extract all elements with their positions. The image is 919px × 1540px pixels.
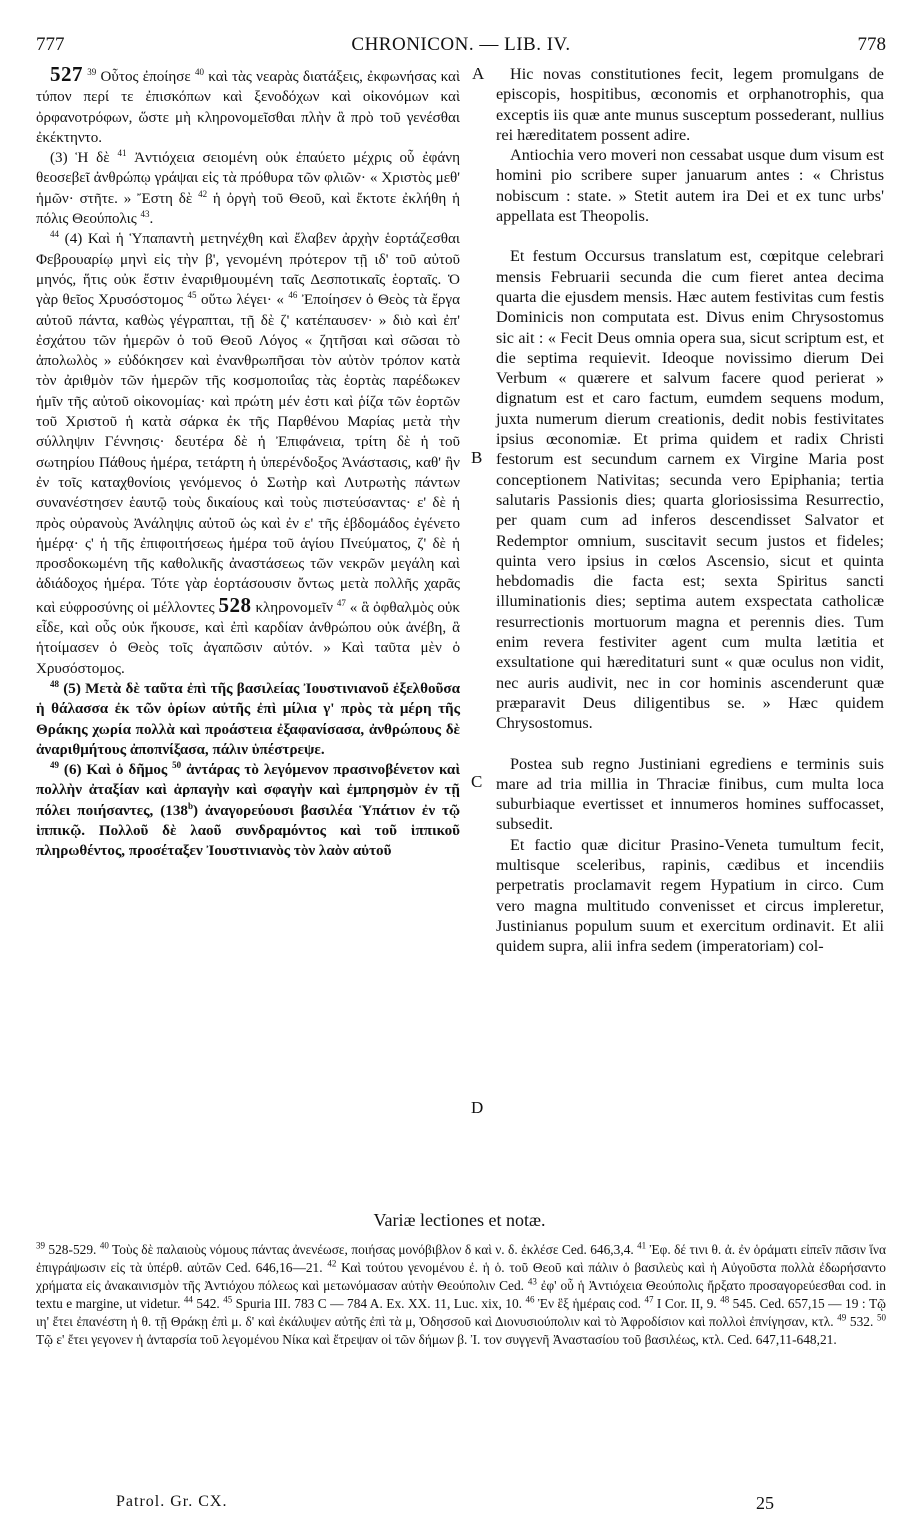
margin-letter-b: B <box>471 448 483 467</box>
latin-paragraph-5: Et factio quæ dicitur Prasino-Veneta tumultum fecit, multisque sceleribus, rapinis, cædibus et incendiis perpetratis proclamavit regem Hypatium in circo. Cum vero magna multitudo convenisset et circus impleretur, Justinianus populum suum et exercitum ordinavit. Et alii quidem supra, alii infra sedem (imperatoriam) col- <box>496 835 884 956</box>
footnote-marker: 41 <box>117 148 127 159</box>
greek-text: ἀντάρας τὸ λεγόμενον πρασινοβένετον καὶ πολλὴν ἀταξίαν καὶ ἁρπαγὴν καὶ σφαγὴν καὶ ἐμπρησμὸν ἐν τῇ πόλει ποιήσαντες, (138 <box>36 762 460 819</box>
greek-paragraph-2 <box>36 148 460 229</box>
greek-column <box>36 64 460 862</box>
latin-paragraph-1: Hic novas constitutiones fecit, legem promulgans de episcopis, hospitibus, œconomis et orphanotrophis, qua exceptis iis quæ ante munus susceptum possederant, nullius rei hæreditatem possent adire. <box>496 65 884 144</box>
footer-gathering-number: 25 <box>756 1493 774 1513</box>
greek-text: ) ἀναγορεύουσι βασιλέα Ὑπάτιον ἐν τῷ ἱππικῷ. Πολλοῦ δὲ λαοῦ συνδραμόντος καὶ τοῦ ἱππικοῦ πληρωθέντος, προσέταξεν Ἰουστινιανὸς τὸν λαὸν αὐτοῦ <box>36 802 461 860</box>
margin-letter-d: D <box>471 1098 484 1117</box>
note-marker: 44 <box>183 1294 193 1305</box>
greek-text: (6) Καὶ ὁ δῆμος <box>59 762 173 779</box>
greek-text: ἡ ὀργὴ τοῦ Θεοῦ, καὶ ἔκτοτε ἐκλήθη ἡ πόλις Θεούπολις <box>36 190 460 228</box>
left-page-number: 777 <box>36 34 65 55</box>
note-marker: 45 <box>223 1294 233 1305</box>
greek-text: (5) Μετὰ δὲ ταῦτα ἐπὶ τῆς βασιλείας Ἰουστινιανοῦ ἐξελθοῦσα ἡ θάλασσα ἐκ τῶν ὁρίων αὐτῆς ἐπὶ μίλια γ' πρὸς τὰ μέρη τῆς Θράκης χωρία πολλὰ καὶ προάστεια ἐξαφανίσασα, ἀνθρώπους δὲ ἀναριθμήτους ἀποπνίξασα, πάλιν ὑπέστρεψε. <box>36 680 460 758</box>
footnote-marker: 46 <box>288 290 298 301</box>
note-text: Τοὺς δὲ παλαιοὺς νόμους πάντας ἀνενέωσε, ποιήσας μονόβιβλον δ καὶ ν. δ. ἐκλέσε Ced. 646,3,4. <box>108 1242 638 1257</box>
greek-text: κληρονομεῖν <box>251 599 337 616</box>
note-marker: 48 <box>720 1294 730 1305</box>
footnote-marker: 40 <box>194 66 204 77</box>
note-text: 528-529. <box>45 1242 100 1257</box>
right-page-number: 778 <box>857 34 886 55</box>
notes-block <box>36 1241 886 1349</box>
note-text: ἐφ' οὗ ἡ Ἀντιόχεια Θεούπολις ἤρξατο προσαγορεύεσθαι cod. in textu e margine, ut videtur. <box>36 1278 886 1311</box>
greek-paragraph-1 <box>36 64 460 148</box>
greek-paragraph-3 <box>36 229 460 679</box>
note-text: Καὶ τούτου γενομένου ἐ. ἡ ὁ. τοῦ Θεοῦ καὶ πάλιν ὁ βασιλεὺς καὶ ἡ Αὐγοῦστα πολλὰ ἐδωρήσαντο χρήματα εἰς ἀνακαινισμὸν τῆς Ἀντιόχου πόλεως καὶ μετωνόμασαν αὐτὴν Θεούπολιν Ced. <box>36 1260 886 1293</box>
note-marker: 49 <box>837 1312 847 1323</box>
greek-text: . <box>149 211 154 228</box>
migne-column-number: 527 <box>50 62 83 86</box>
footnote-marker: 43 <box>140 209 150 220</box>
note-marker: 42 <box>327 1258 337 1269</box>
greek-text: « ἃ ὀφθαλμὸς οὐκ εἶδε, καὶ οὖς οὐκ ἤκουσε, καὶ ἐπὶ καρδίαν ἀνθρώπου οὐκ ἀνέβη, ἃ ἡτοίμασεν ὁ Θεὸς τοῖς ἀγαπῶσιν αὐτόν. » Καὶ ταῦτα μὲν ὁ Χρυσόστομος. <box>36 599 460 677</box>
latin-paragraph-3: Et festum Occursus translatum est, cœpitque celebrari mensis Februarii secunda die cum fieret antea decima quarta die ejusdem mensis. Hæc autem festivitas cum festis Dominicis non computata est. Divus enim Chrysostomus sic ait : « Fecit Deus omnia opera sua, sicut scriptum est, et die septima requievit. Ideoque novissimo dierum Dei Verbum « quærere et salvum facere quod perierat » dignatum est et caro factum, eumdem sequens modum, juxta numerum dierum creationis, dedit nobis festivitates ipsius œconomiæ. Et prima quidem et radix Christi festorum est secundum carnem ex Virgine Maria post conceptionem Nativitas; secunda vero Epiphania; tertia salutaris Passionis dies; quarta gloriosissima Resurrectio, per quam cum ad inferos descendisset Salvator et Redemptor omnium, suscitavit secum justos et fideles; quinta vero ipsius in cœlos Ascensio, sicut et quinta hebdomadis die facta est; sexta Spiritus sancti illuminationis dies; septima autem exspectata catholicæ resurrectionis mortuorum magna et perennis dies. Tum enim revera festiviter agent cum multa lætitia et exsultatione qui hæreditaturi sunt « quæ oculus non vidit, nec auris audivit, nec in cor hominis ascenderunt quæ præparavit Deus diligentibus se. » Hæc quidem Chrysostomus. <box>496 247 884 733</box>
note-marker: 40 <box>99 1240 109 1251</box>
notes-title: Variæ lectiones et notæ. <box>373 1210 546 1230</box>
footnote-marker: 49 <box>50 760 59 771</box>
latin-paragraph-4: Postea sub regno Justiniani egrediens e terminis suis mare ad tria millia in Thraciæ finibus, cum multa loca suburbiaque evertisset et innumeros homines suffocasset, subsedit. <box>496 754 884 834</box>
footnote-marker: 48 <box>50 678 59 689</box>
note-marker: 50 <box>876 1312 886 1323</box>
footnote-marker: 44 <box>50 229 59 240</box>
footer-signature: Patrol. Gr. CX. <box>116 1493 228 1510</box>
note-marker: 41 <box>637 1240 647 1251</box>
greek-text: οὕτω λέγει· « <box>196 292 289 309</box>
migne-column-number: 528 <box>218 592 252 617</box>
running-title: CHRONICON. — LIB. IV. <box>351 34 571 55</box>
footnote-marker: 42 <box>198 188 208 199</box>
note-marker: 46 <box>525 1294 535 1305</box>
superscript-b: b <box>187 800 193 811</box>
greek-paragraph-4 <box>36 679 460 760</box>
greek-text: καὶ τὰς νεαρὰς διατάξεις, ἐκφωνήσας καὶ τύπον περί τε ἐπισκόπων καὶ ξενοδόχων καὶ οἰκονόμων καὶ ὀρφανοτρόφων, ὥστε μὴ κληρονομεῖσθαι πλὴν ἃ πρὸ τοῦ γενέσθαι ἐκέκτηντο. <box>36 69 461 146</box>
greek-text: Ἐποίησεν ὁ Θεὸς τὰ ἔργα αὐτοῦ πάντα, καθὼς γέγραπται, τῇ δὲ ζ' κατέπαυσεν· » διὸ καὶ ἐπ' ἐσχάτου τῶν ἡμερῶν ὁ τοῦ Θεοῦ Λόγος « ζητῆσαι καὶ σῶσαι τὸ ἀπολωλὸς » εὐδόκησεν καὶ ἐνανθρωπῆσαι τὸν αὐτὸν τρόπον κατὰ τὸν ἀριθμὸν τῶν ἡμερῶν τῆς κοσμοποιΐας τὰς ἑορτὰς παρέδωκεν ἡμῖν τῆς αὐτοῦ οἰκονομίας· καὶ πρώτη μέν ἐστι καὶ ῥίζα τῶν ἑορτῶν τοῦ Χριστοῦ ἡ κατὰ σάρκα ἐκ τῆς Παρθένου Μαρίας μετὰ τὴν σύλληψιν Γέννησις· δευτέρα δὲ ἡ Ἐπιφάνεια, τρίτη δὲ ἡ τοῦ σωτηρίου Πάθους ἡμέρα, τετάρτη ἡ ὑπερένδοξος Ἀνάστασις, καθ' ἣν ἐν τοῖς καταχθονίοις γενόμενος ὁ Σωτὴρ καὶ Λυτρωτὴς πάντων συνανέστησεν ἑαυτῷ τοὺς δικαίους καὶ τοὺς πιστεύσαντας· ε' δὲ ἡ πρὸς οὐρανοὺς Ἀνάληψις αὐτοῦ ὡς καὶ ἐν ε' τῆς ἑβδομάδος ἐγένετο ἡμέρᾳ· ς' ἡ τῆς ἐπιφοιτήσεως ἡμέρα τοῦ ἁγίου Πνεύματος, ζ' δὲ ἡ προσδοκωμένη τῆς καθολικῆς ἀναστάσεως τῶν νεκρῶν μεγάλη καὶ ἀδιάδοχος ἡμέρα. Τότε γὰρ ἑορτάσουσιν ὄντως μετὰ πολλῆς χαρᾶς καὶ εὐφροσύνης οἱ μέλλοντες <box>36 292 461 616</box>
margin-letter-c: C <box>471 772 483 791</box>
margin-letter-a: A <box>472 64 485 83</box>
note-text: 532. <box>846 1314 877 1329</box>
note-text: Τῷ ε' ἔτει γεγονεν ἡ ἀνταρσία τοῦ λεγομένου Νίκα καὶ ἔτρεψαν οἱ τῶν δήμων β. Ἰ. τον συγγενῆ Ἀναστασίου τοῦ βασιλέως, κτλ. Ced. 647,11-648,21. <box>36 1332 837 1347</box>
note-text: Ἐφ. δέ τινι θ. ἀ. ἐν ὁράματι εἰπεῖν πᾶσιν ἵνα ἐπιγράψωσιν εἰς τὰ ὑπέρθ. αὐτῶν Ced. 646,16—21. <box>36 1242 886 1275</box>
greek-text: (3) Ἡ δὲ <box>50 150 118 167</box>
page-footer <box>36 1493 886 1517</box>
note-text: I Cor. II, 9. <box>653 1296 721 1311</box>
note-text: 542. <box>192 1296 224 1311</box>
running-header <box>36 34 886 58</box>
note-marker: 39 <box>36 1240 45 1251</box>
greek-paragraph-5 <box>36 760 460 861</box>
note-text: Ἐν ἓξ ἡμέραις cod. <box>534 1296 645 1311</box>
footnote-marker: 50 <box>172 760 182 771</box>
footnote-marker: 45 <box>187 290 197 301</box>
latin-paragraph-2: Antiochia vero moveri non cessabat usque dum visum est homini pio scribere super januarum antes : « Christus nobiscum : state. » Stetit autem ira Dei et ex tunc urbs' appellata est Theopolis. <box>496 146 884 226</box>
note-text: 545. Ced. 657,15 — 19 : Τῷ ιη' ἔτει ἐπανέστη ἡ θ. τῇ Θράκῃ ἐπὶ μ. δ' καὶ ἐκάλυψεν αὐτῆς ἐπὶ τὰ μ, Ὀδησσοῦ καὶ Διονυσιούπολιν καὶ τὸ Ἀφροδίσιον καὶ πολλοὶ ἐπνίγησαν, κτλ. <box>36 1296 886 1329</box>
footnote-marker: 39 <box>87 66 97 77</box>
greek-text: Οὗτος ἐποίησε <box>96 69 195 85</box>
note-marker: 47 <box>644 1294 654 1305</box>
greek-text: (4) Καὶ ἡ Ὑπαπαντὴ μετηνέχθη καὶ ἔλαβεν ἀρχὴν ἑορτάζεσθαι Φεβρουαρίῳ μηνὶ εἰς τὴν β', γενομένη πρότερον τῇ ιδ' τοῦ αὐτοῦ μηνός, ἥτις οὐκ ἔστιν ἐναριθμουμένη ταῖς Δεσποτικαῖς ἑορταῖς. Ὁ γὰρ θεῖος Χρυσόστομος <box>36 231 460 309</box>
greek-text: Ἀντιόχεια σειομένη οὐκ ἐπαύετο μέχρις οὗ ἐφάνη θεοσεβεῖ ἀνθρώπῳ γράψαι εἰς τὰ πρόθυρα τῶν φλιῶν· « Χριστὸς μεθ' ἡμῶν· στῆτε. » Ἔστη δὲ <box>36 150 460 207</box>
note-text: Spuria III. 783 C — 784 A. Ex. XX. 11, Luc. xix, 10. <box>232 1296 526 1311</box>
note-marker: 43 <box>527 1276 537 1287</box>
notes-paragraph <box>36 1241 886 1349</box>
latin-column <box>496 64 884 956</box>
footnote-marker: 47 <box>336 597 346 608</box>
